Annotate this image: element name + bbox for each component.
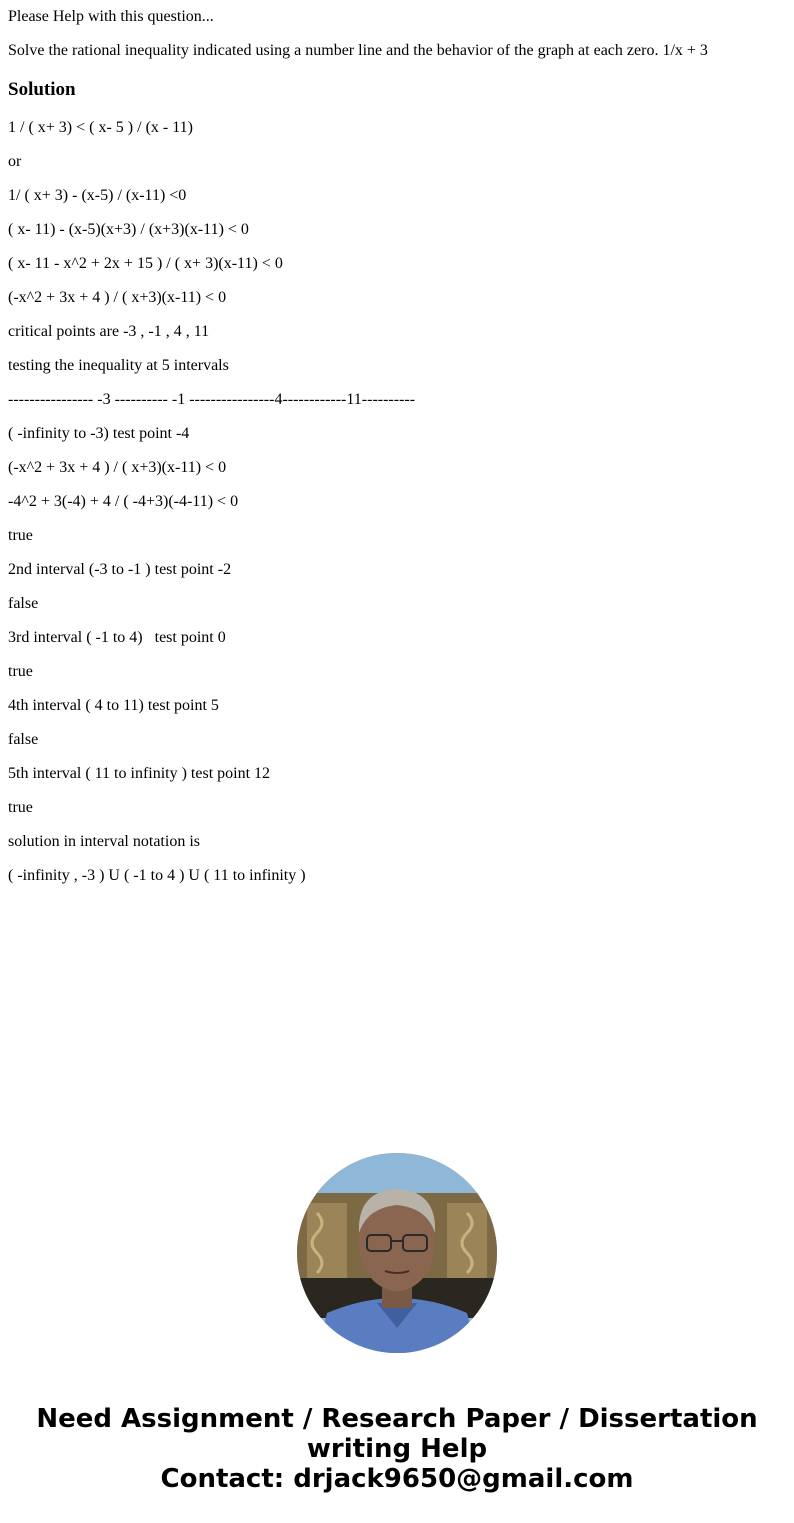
solution-line: true bbox=[8, 527, 33, 544]
solution-line: ( x- 11) - (x-5)(x+3) / (x+3)(x-11) < 0 bbox=[8, 221, 249, 238]
solution-line: (-x^2 + 3x + 4 ) / ( x+3)(x-11) < 0 bbox=[8, 289, 227, 306]
solution-line: or bbox=[8, 153, 22, 170]
promo-line: Need Assignment / Research Paper / Dissertation bbox=[36, 1404, 758, 1434]
question-text: Solve the rational inequality indicated using a number line and the behavior of the graph at each zero. 1/x + 3 bbox=[8, 42, 708, 59]
solution-line: ( -infinity to -3) test point -4 bbox=[8, 425, 190, 442]
solution-heading: Solution bbox=[8, 79, 76, 100]
solution-line: testing the inequality at 5 intervals bbox=[8, 357, 229, 374]
solution-line: solution in interval notation is bbox=[8, 833, 200, 850]
promo-banner bbox=[0, 1404, 794, 1494]
solution-line: 1 / ( x+ 3) < ( x- 5 ) / (x - 11) bbox=[8, 119, 193, 136]
solution-line: true bbox=[8, 663, 33, 680]
solution-line: (-x^2 + 3x + 4 ) / ( x+3)(x-11) < 0 bbox=[8, 459, 227, 476]
solution-line: -4^2 + 3(-4) + 4 / ( -4+3)(-4-11) < 0 bbox=[8, 493, 239, 510]
solution-answer: ( -infinity , -3 ) U ( -1 to 4 ) U ( 11 to infinity ) bbox=[8, 867, 306, 884]
solution-line: 2nd interval (-3 to -1 ) test point -2 bbox=[8, 561, 232, 578]
solution-line: 3rd interval ( -1 to 4) test point 0 bbox=[8, 629, 226, 646]
solution-line: false bbox=[8, 731, 39, 748]
number-line-text: ---------------- -3 ---------- -1 ----------------4------------11---------- bbox=[8, 391, 416, 408]
question-intro: Please Help with this question... bbox=[8, 8, 214, 25]
solution-line: true bbox=[8, 799, 33, 816]
solution-line: 1/ ( x+ 3) - (x-5) / (x-11) <0 bbox=[8, 187, 187, 204]
author-photo-image bbox=[297, 1153, 497, 1353]
author-avatar bbox=[297, 1153, 497, 1353]
solution-line: critical points are -3 , -1 , 4 , 11 bbox=[8, 323, 210, 340]
solution-line: ( x- 11 - x^2 + 2x + 15 ) / ( x+ 3)(x-11) < 0 bbox=[8, 255, 283, 272]
solution-line: false bbox=[8, 595, 39, 612]
solution-line: 4th interval ( 4 to 11) test point 5 bbox=[8, 697, 219, 714]
promo-contact[interactable]: Contact: drjack9650@gmail.com bbox=[160, 1464, 634, 1494]
solution-line: 5th interval ( 11 to infinity ) test point 12 bbox=[8, 765, 271, 782]
promo-line: writing Help bbox=[306, 1434, 488, 1464]
